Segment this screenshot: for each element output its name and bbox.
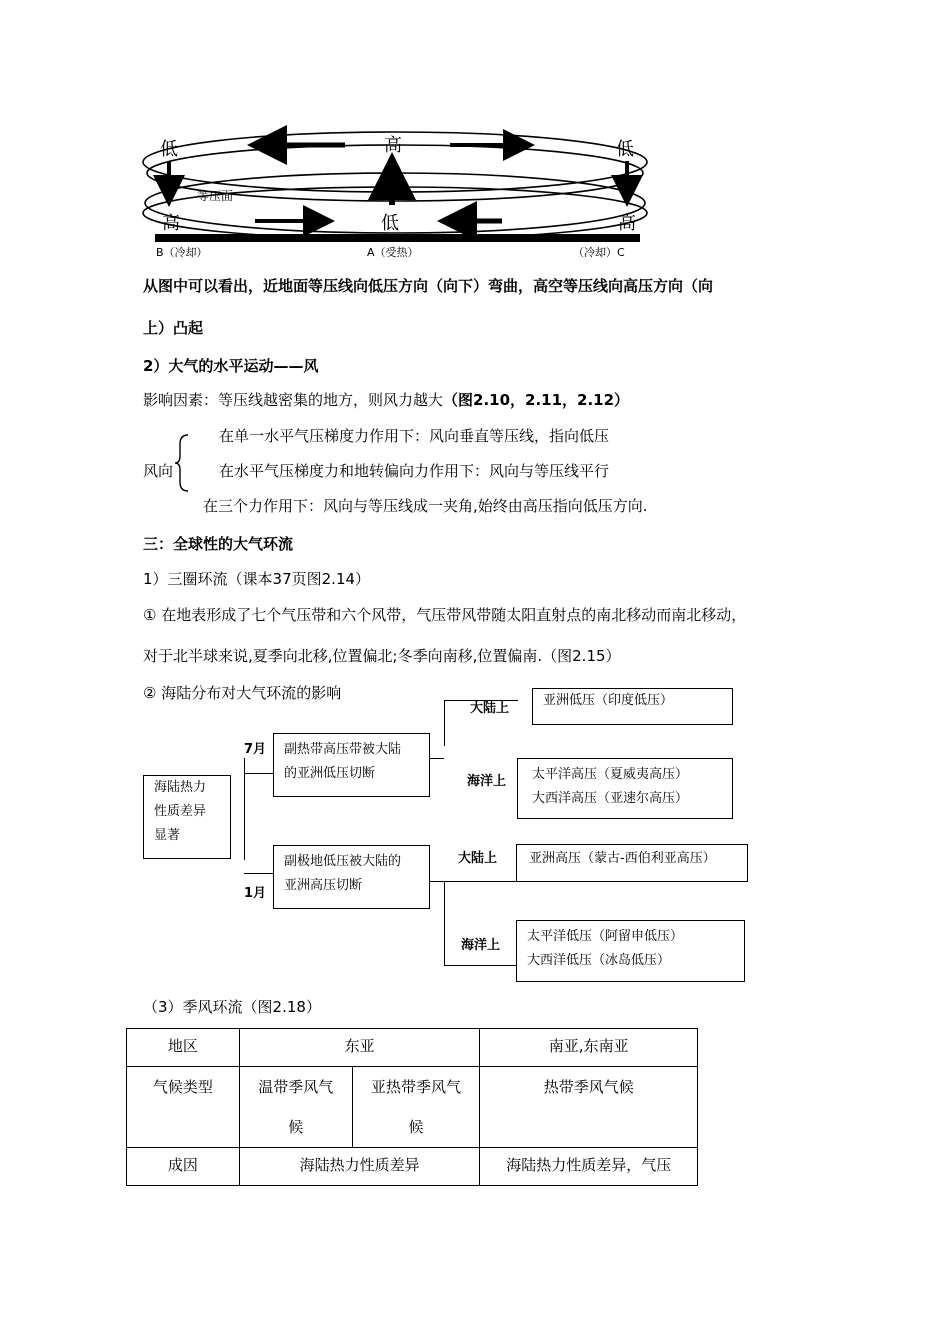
label-bottom-right: 高 <box>618 213 636 234</box>
july-ocean-box <box>517 758 733 819</box>
july-box-line-1: 副热带高压带被大陆 <box>284 742 402 757</box>
wind-direction-3: 在三个力作用下：风向与等压线成一夹角,始终由高压指向低压方向. <box>203 497 648 515</box>
monsoon-table <box>126 1028 698 1186</box>
point-1-line-1: ① 在地表形成了七个气压带和六个风带，气压带风带随太阳直射点的南北移动而南北移动， <box>143 606 747 624</box>
flow-connector <box>444 881 445 965</box>
flow-connector <box>444 700 445 746</box>
table-row <box>127 1148 698 1186</box>
january-box-line-1: 副极地低压被大陆的 <box>284 854 402 869</box>
label-bottom-left: 高 <box>162 213 180 234</box>
ground-bar <box>155 234 640 242</box>
table-cell: 亚热带季风气候 <box>352 1067 480 1148</box>
table-cell: 地区 <box>127 1029 240 1067</box>
wind-direction-1: 在单一水平气压梯度力作用下：风向垂直等压线，指向低压 <box>219 427 610 445</box>
table-cell: 温带季风气候 <box>239 1067 352 1148</box>
january-ocean-box <box>516 920 745 982</box>
january-land-box <box>516 844 748 882</box>
table-cell: 海陆热力性质差异 <box>239 1148 480 1186</box>
ground-label-b: B（冷却） <box>156 246 208 259</box>
thermal-circulation-diagram <box>140 125 655 260</box>
july-land-text: 亚洲低压（印度低压） <box>543 693 674 708</box>
flow-root-line-3: 显著 <box>154 828 181 843</box>
flow-root-box <box>143 775 231 859</box>
july-land-label: 大陆上 <box>470 701 510 716</box>
label-top-right: 低 <box>616 139 634 160</box>
point-1-line-2: 对于北半球来说,夏季向北移,位置偏北;冬季向南移,位置偏南.（图2.15） <box>143 647 621 665</box>
table-cell: 气候类型 <box>127 1067 240 1148</box>
brace-icon <box>174 434 190 492</box>
flow-connector <box>430 881 516 882</box>
influence-factor <box>143 390 629 410</box>
january-box <box>273 845 430 909</box>
flow-connector <box>244 873 273 874</box>
point-2: ② 海陆分布对大气环流的影响 <box>143 684 342 702</box>
table-cell: 南亚,东南亚 <box>480 1029 698 1067</box>
flow-root-line-2: 性质差异 <box>154 804 207 819</box>
july-box <box>273 733 430 797</box>
summary-line-2: 上）凸起 <box>143 319 204 337</box>
july-box-line-2: 的亚洲低压切断 <box>284 766 376 781</box>
july-ocean-label: 海洋上 <box>467 774 507 789</box>
flow-connector <box>444 965 516 966</box>
january-ocean-line-2: 大西洋低压（冰岛低压） <box>527 953 671 968</box>
wind-direction-2: 在水平气压梯度力和地转偏向力作用下：风向与等压线平行 <box>219 462 610 480</box>
wind-direction-label: 风向 <box>143 462 174 480</box>
table-row <box>127 1029 698 1067</box>
table-cell: 东亚 <box>239 1029 480 1067</box>
influence-factor-text: 影响因素：等压线越密集的地方，则风力越大 <box>143 391 444 409</box>
label-bottom-center: 低 <box>381 213 399 234</box>
january-label: 1月 <box>244 886 267 901</box>
three-cell-circulation: 1）三圈环流（课本37页图2.14） <box>143 570 371 588</box>
january-land-label: 大陆上 <box>458 851 498 866</box>
january-ocean-line-1: 太平洋低压（阿留申低压） <box>527 929 684 944</box>
table-row <box>127 1067 698 1148</box>
flow-connector <box>430 758 444 759</box>
label-top-left: 低 <box>160 139 178 160</box>
flow-connector <box>244 773 273 774</box>
summary-line-1: 从图中可以看出，近地面等压线向低压方向（向下）弯曲，高空等压线向高压方向（向 <box>143 277 714 295</box>
isobar-label: 等压面 <box>197 189 234 203</box>
flow-root-line-1: 海陆热力 <box>154 780 207 795</box>
table-cell: 成因 <box>127 1148 240 1186</box>
january-ocean-label: 海洋上 <box>461 938 501 953</box>
january-box-line-2: 亚洲高压切断 <box>284 878 363 893</box>
influence-factor-figs: （图2.10，2.11，2.12） <box>443 391 630 409</box>
monsoon-heading: （3）季风环流（图2.18） <box>143 998 321 1016</box>
july-label: 7月 <box>244 742 267 757</box>
table-cell: 热带季风气候 <box>480 1067 698 1148</box>
january-land-text: 亚洲高压（蒙古-西伯利亚高压） <box>529 851 716 866</box>
july-land-box <box>532 688 733 725</box>
july-ocean-line-2: 大西洋高压（亚速尔高压） <box>532 791 689 806</box>
ground-label-a: A（受热） <box>367 246 419 259</box>
heading-wind: 2）大气的水平运动——风 <box>143 357 319 375</box>
table-cell: 海陆热力性质差异，气压 <box>480 1148 698 1186</box>
label-top-center: 高 <box>384 135 402 156</box>
july-ocean-line-1: 太平洋高压（夏威夷高压） <box>532 767 689 782</box>
heading-global-circulation: 三：全球性的大气环流 <box>143 535 294 553</box>
ground-label-c: （冷却）C <box>573 246 625 259</box>
